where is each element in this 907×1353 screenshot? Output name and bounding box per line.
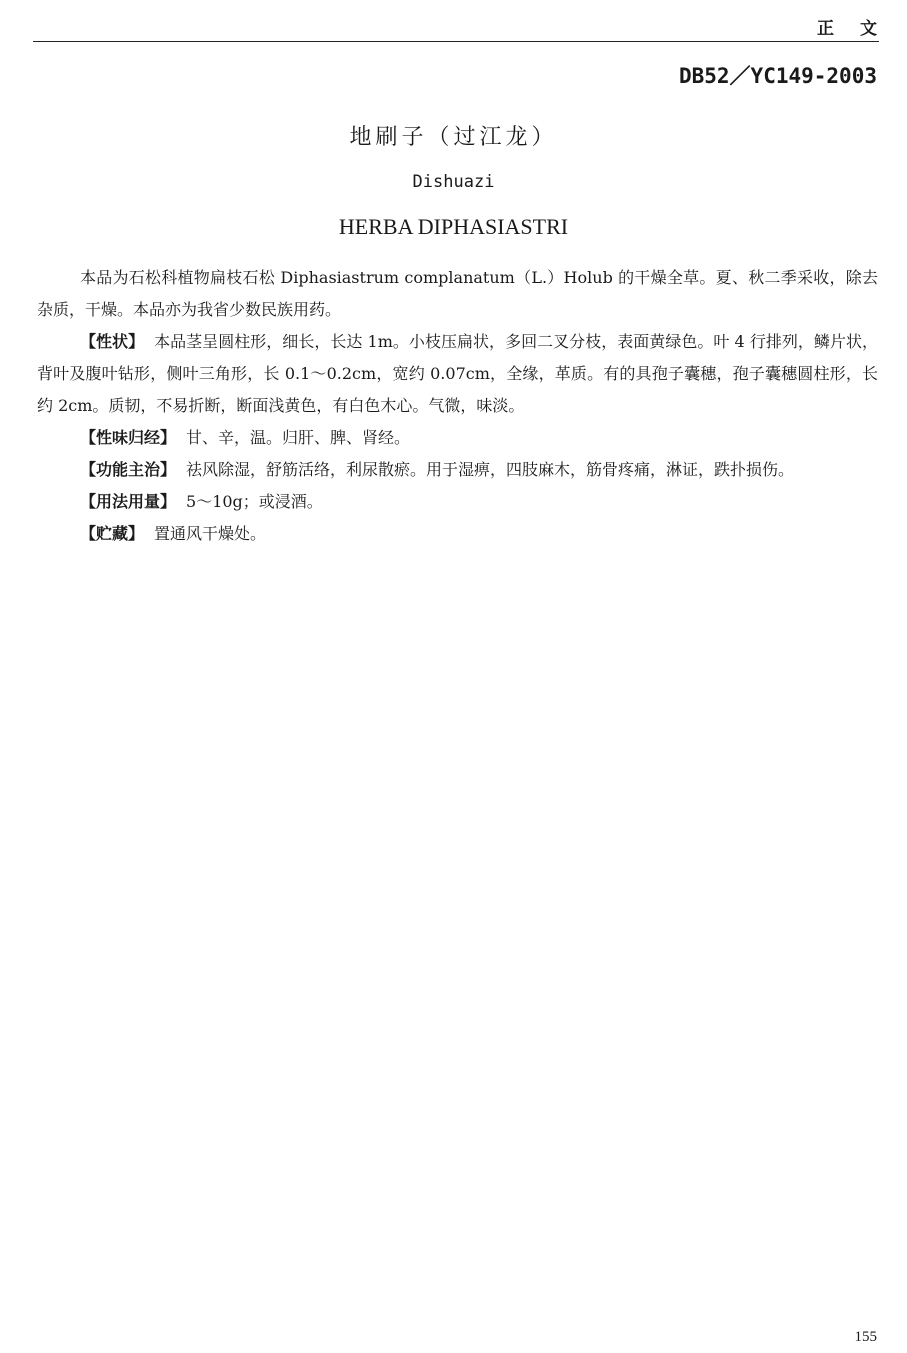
storage-paragraph <box>37 518 878 550</box>
standard-number: DB52／YC149-2003 <box>678 64 877 88</box>
nature-text: 甘、辛，温。归肝、脾、肾经。 <box>186 428 411 447</box>
title-pinyin: Dishuazi <box>412 172 495 192</box>
usage-text: 5～10g；或浸酒。 <box>186 492 323 511</box>
function-text: 祛风除湿，舒筋活络，利尿散瘀。用于湿痹，四肢麻木，筋骨疼痛，淋证，跌扑损伤。 <box>186 460 795 479</box>
usage-paragraph <box>37 486 878 518</box>
nature-paragraph <box>37 422 878 454</box>
intro-paragraph: 本品为石松科植物扁枝石松 Diphasiastrum complanatum（L.）Holub 的干燥全草。夏、秋二季采收，除去杂质，干燥。本品亦为我省少数民族用药。 <box>37 268 878 319</box>
monograph-body <box>37 262 878 550</box>
function-paragraph <box>37 454 878 486</box>
storage-text: 置通风干燥处。 <box>154 524 267 543</box>
characters-paragraph <box>37 326 878 422</box>
storage-label: 【贮藏】 <box>80 524 145 543</box>
title-latin: HERBA DIPHASIASTRI <box>338 214 569 239</box>
title-chinese: 地刷子（过江龙） <box>349 125 558 150</box>
function-label: 【功能主治】 <box>80 460 177 479</box>
page-number: 155 <box>854 1329 877 1345</box>
usage-label: 【用法用量】 <box>80 492 177 511</box>
running-head-section: 正文 <box>817 19 903 39</box>
characters-label: 【性状】 <box>80 332 145 351</box>
nature-label: 【性味归经】 <box>80 428 177 447</box>
header-rule <box>33 41 879 42</box>
characters-text: 本品茎呈圆柱形，细长，长达 1m。小枝压扁状，多回二叉分枝，表面黄绿色。叶 4 行排列，鳞片状，背叶及腹叶钻形，侧叶三角形，长 0.1～0.2cm，宽约 0.07cm，全缘，革质。有的具孢子囊穗，孢子囊穗圆柱形，长约 2cm。质韧，不易折断，断面浅黄色，有白色木心。气微，味淡。 <box>37 332 878 415</box>
